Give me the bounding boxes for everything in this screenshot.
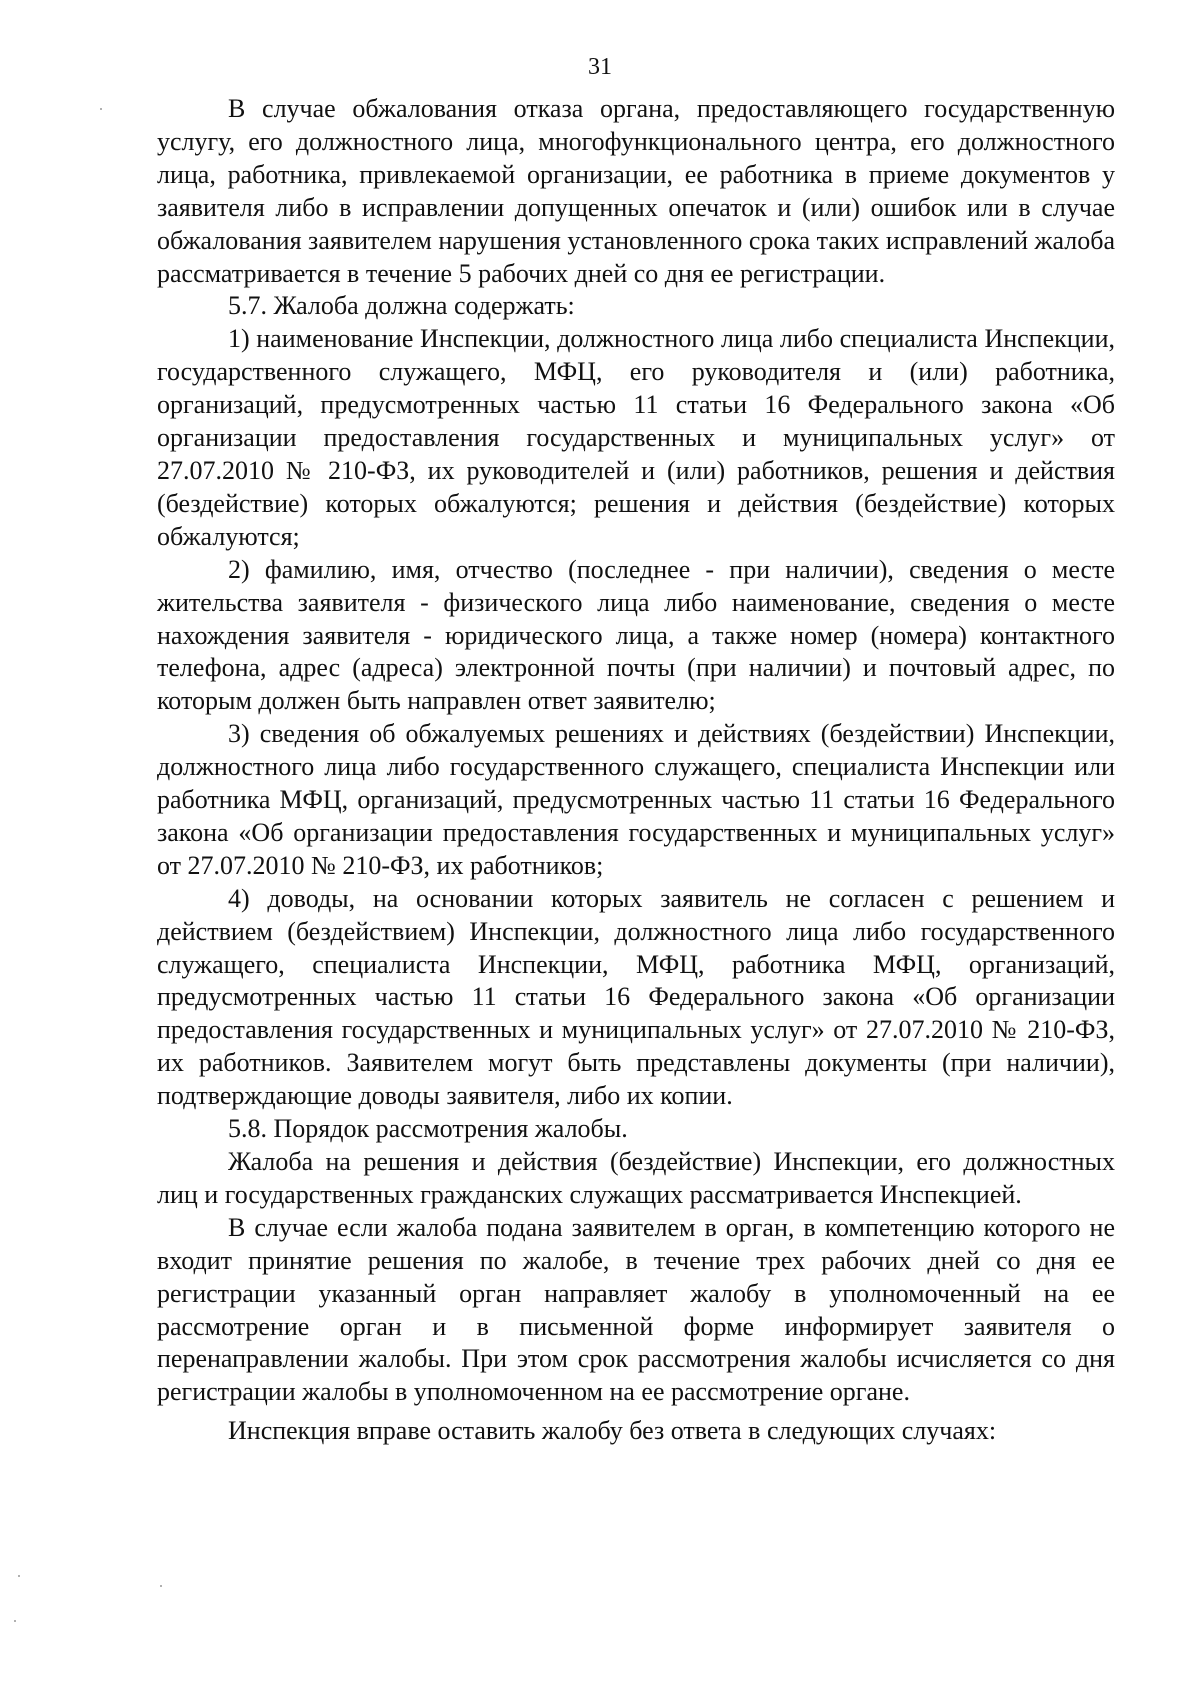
list-item-1: 1) наименование Инспекции, должностного лица либо специалиста Инспекции, государственного служащего, МФЦ, его руководителя и (или) работника, организаций, предусмотренных частью 11 статьи 16 Федерального закона «Об организации предоставления государственных и муниципальных услуг» от 27.07.2010 № 210-ФЗ, их руководителей и (или) работников, решения и действия (бездействие) которых обжалуются; решения и действия (бездействие) которых обжалуются; — [157, 324, 1115, 551]
paragraph-appeal-refusal: В случае обжалования отказа органа, предоставляющего государственную услугу, его должностного лица, многофункционального центра, его должностного лица, работника, привлекаемой организации, ее работника в приеме документов у заявителя либо в исправлении допущенных опечаток и (или) ошибок или в случае обжалования заявителем нарушения установленного срока таких исправлений жалоба рассматривается в течение 5 рабочих дней со дня ее регистрации. — [157, 94, 1115, 288]
list-item-2: 2) фамилию, имя, отчество (последнее - при наличии), сведения о месте жительства заявителя - физического лица либо наименование, сведения о месте нахождения заявителя - юридического лица, а также номер (номера) контактного телефона, адрес (адреса) электронной почты (при наличии) и почтовый адрес, по которым должен быть направлен ответ заявителю; — [157, 554, 1115, 716]
scan-speck — [18, 1575, 20, 1577]
scan-speck — [160, 1585, 162, 1587]
scan-speck — [100, 108, 102, 110]
list-item-3: 3) сведения об обжалуемых решениях и действиях (бездействии) Инспекции, должностного лица либо государственного служащего, специалиста Инспекции или работника МФЦ, организаций, предусмотренных частью 11 статьи 16 Федерального закона «Об организации предоставления государственных и муниципальных услуг» от 27.07.2010 № 210-ФЗ, их работников; — [157, 719, 1115, 880]
paragraph-no-answer-cases: Инспекция вправе оставить жалобу без ответа в следующих случаях: — [228, 1416, 997, 1446]
paragraph-complaint-review: Жалоба на решения и действия (бездействие) Инспекции, его должностных лиц и государственных гражданских служащих рассматривается Инспекцией. — [157, 1147, 1115, 1209]
page-number: 31 — [588, 54, 612, 80]
section-5-8-heading: 5.8. Порядок рассмотрения жалобы. — [228, 1114, 628, 1144]
scan-speck — [14, 1620, 16, 1622]
document-body — [157, 93, 1115, 1448]
paragraph-redirect: В случае если жалоба подана заявителем в орган, в компетенцию которого не входит принятие решения по жалобе, в течение трех рабочих дней со дня ее регистрации указанный орган направляет жалобу в уполномоченный на ее рассмотрение орган и в письменной форме информирует заявителя о перенаправлении жалобы. При этом срок рассмотрения жалобы исчисляется со дня регистрации жалобы в уполномоченном на ее рассмотрение органе. — [157, 1212, 1115, 1407]
list-item-4: 4) доводы, на основании которых заявитель не согласен с решением и действием (бездействием) Инспекции, должностного лица либо государственного служащего, специалиста Инспекции, МФЦ, работника МФЦ, организаций, предусмотренных частью 11 статьи 16 Федерального закона «Об организации предоставления государственных и муниципальных услуг» от 27.07.2010 № 210-ФЗ, их работников. Заявителем могут быть представлены документы (при наличии), подтверждающие доводы заявителя, либо их копии. — [157, 883, 1115, 1111]
section-5-7-heading: 5.7. Жалоба должна содержать: — [228, 291, 575, 321]
